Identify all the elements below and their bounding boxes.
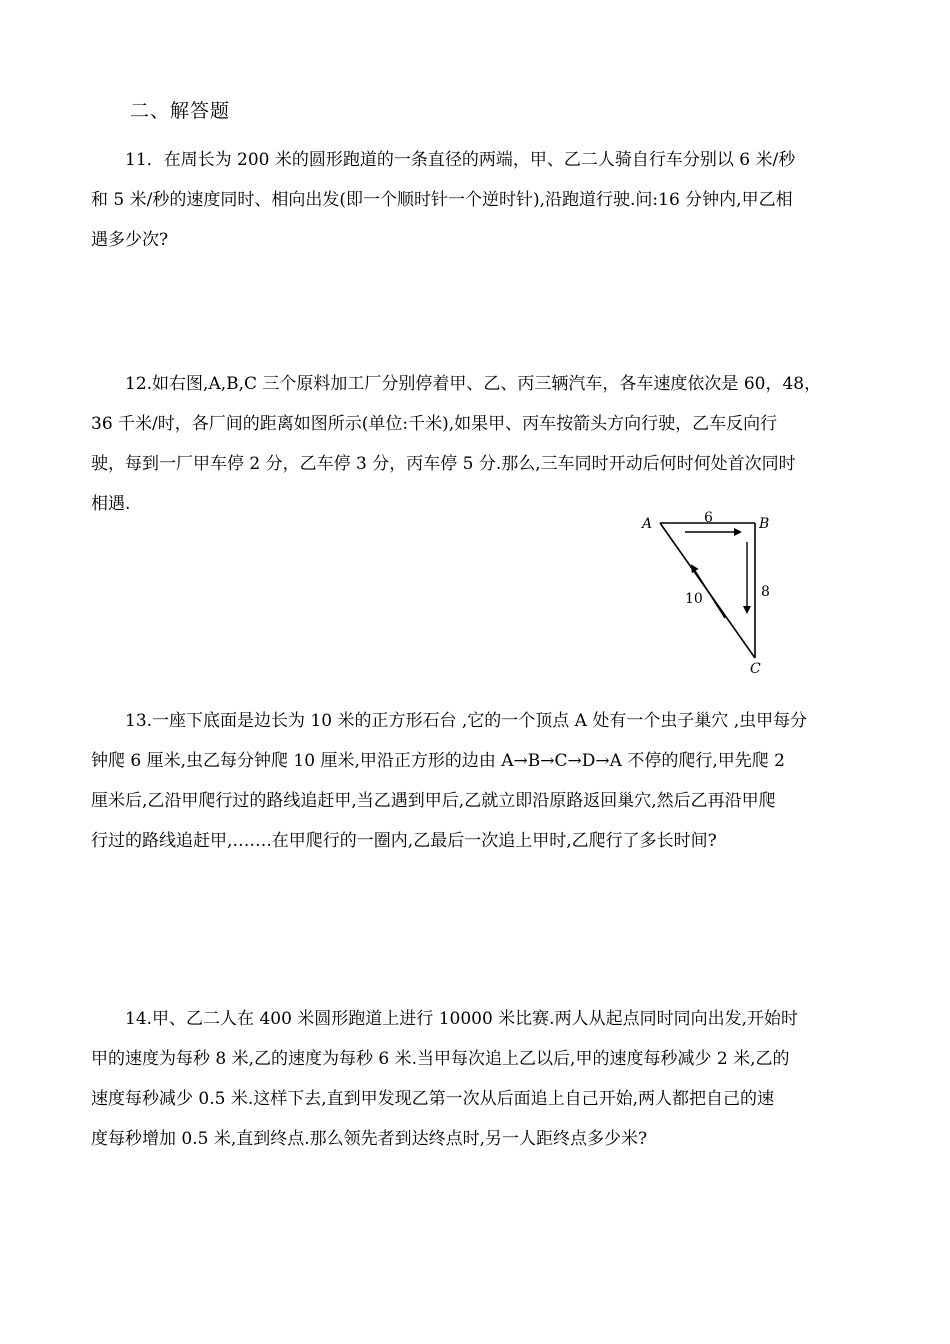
question-line: 钟爬 6 厘米,虫乙每分钟爬 10 厘米,甲沿正方形的边由 A→B→C→D→A 不停的爬行,甲先爬 2 <box>91 751 785 771</box>
question-line: 甲的速度为每秒 8 米,乙的速度为每秒 6 米.当甲每次追上乙以后,甲的速度每秒减少 2 米,乙的 <box>91 1049 790 1069</box>
edge-ca-length: 10 <box>685 591 703 607</box>
vertex-b-label: B <box>759 516 770 532</box>
question-line: 11．在周长为 200 米的圆形跑道的一条直径的两端，甲、乙二人骑自行车分别以 6 米/秒 <box>125 150 796 170</box>
vertex-a-label: A <box>642 516 653 532</box>
question-line: 14.甲、乙二人在 400 米圆形跑道上进行 10000 米比赛.两人从起点同时同向出发,开始时 <box>125 1009 798 1029</box>
question-line: 12.如右图,A,B,C 三个原料加工厂分别停着甲、乙、丙三辆汽车，各车速度依次是 60，48， <box>125 374 822 394</box>
question-12 <box>91 364 859 524</box>
question-line: 度每秒增加 0.5 米,直到终点.那么领先者到达终点时,另一人距终点多少米? <box>91 1129 648 1149</box>
triangle-route-figure <box>630 510 790 680</box>
edge-bc-length: 8 <box>761 584 770 600</box>
question-line: 厘米后,乙沿甲爬行过的路线追赶甲,当乙遇到甲后,乙就立即沿原路返回巢穴,然后乙再沿甲爬 <box>91 791 776 811</box>
question-line: 13.一座下底面是边长为 10 米的正方形石台 ,它的一个顶点 A 处有一个虫子巢穴 ,虫甲每分 <box>125 711 808 731</box>
question-13 <box>91 701 859 861</box>
question-line: 36 千米/时，各厂间的距离如图所示(单位:千米),如果甲、丙车按箭头方向行驶，乙车反向行 <box>91 414 778 434</box>
question-line: 行过的路线追赶甲,…….在甲爬行的一圈内,乙最后一次追上甲时,乙爬行了多长时间? <box>91 831 717 851</box>
question-line: 和 5 米/秒的速度同时、相向出发(即一个顺时针一个逆时针),沿跑道行驶.问:16 分钟内,甲乙相 <box>91 190 793 210</box>
question-14 <box>91 999 859 1159</box>
question-line: 速度每秒减少 0.5 米.这样下去,直到甲发现乙第一次从后面追上自己开始,两人都把自己的速 <box>91 1089 775 1109</box>
section-title: 二、解答题 <box>130 100 231 122</box>
question-line: 相遇. <box>91 494 131 514</box>
question-11 <box>91 140 859 260</box>
question-line: 遇多少次? <box>91 230 169 250</box>
edge-ab-length: 6 <box>704 510 713 526</box>
question-line: 驶，每到一厂甲车停 2 分，乙车停 3 分，丙车停 5 分.那么,三车同时开动后何时何处首次同时 <box>91 454 796 474</box>
vertex-c-label: C <box>750 661 761 677</box>
